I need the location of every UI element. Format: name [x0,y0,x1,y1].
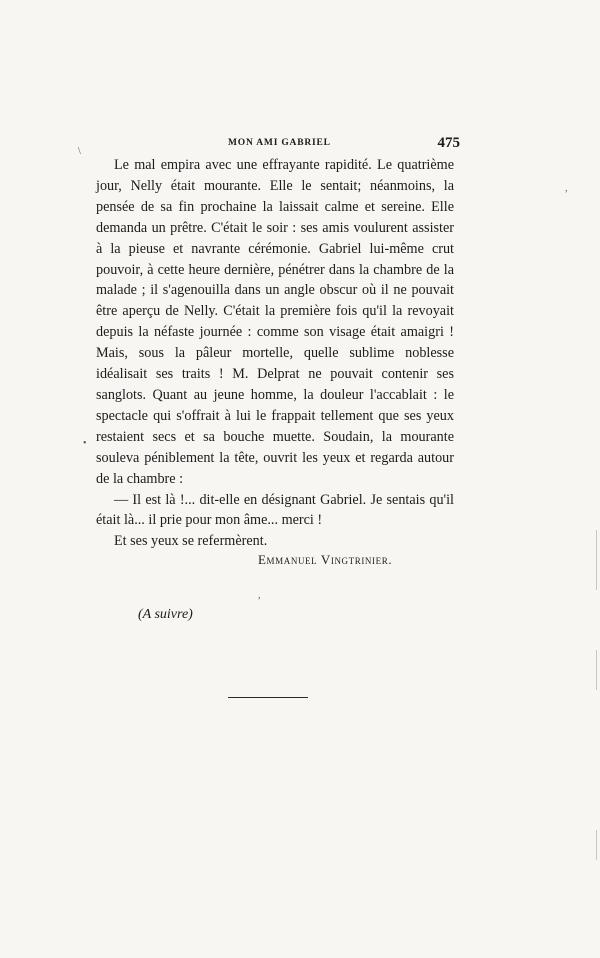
running-head [110,135,460,155]
scan-speck: , [565,183,568,194]
end-rule [228,697,308,698]
scan-speck: • [83,438,87,449]
paragraph-1: Le mal empira avec une effrayante rapidité. Le quatrième jour, Nelly était mourante. Elle le sentait; néanmoins, la pensée de sa fin prochaine la laissait calme et sereine. Elle demanda un prêtre. C'était le soir : ses amis voulurent assister à la pieuse et navrante cérémonie. Gabriel lui-même crut pouvoir, à cette heure dernière, pénétrer dans la chambre de la malade ; il s'agenouilla dans un angle obscur où il ne pouvait être aperçu de Nelly. C'était la première fois qu'il la revoyait depuis la néfaste journée : comme son visage était amaigri ! Mais, sous la pâleur mortelle, quelle sublime noblesse idéalisait ses traits ! M. Delprat ne pouvait contenir ses sanglots. Quant au jeune homme, la douleur l'accablait : le spectacle qui s'offrait à lui le frappait tellement que ses yeux restaient secs et sa bouche muette. Soudain, la mourante souleva péniblement la tête, ouvrit les yeux et regarda autour de la chambre : [96,157,454,487]
scan-speck: , [258,590,261,601]
paragraph-3: Et ses yeux se refermèrent. [114,533,268,550]
body-text [96,155,454,552]
scan-edge-line [596,830,597,860]
scan-speck: \ [78,146,81,157]
to-be-continued-note [138,607,193,623]
scan-edge-line [596,530,597,590]
page-number: 475 [437,135,460,151]
scan-edge-line [596,650,597,690]
running-title: MON AMI GABRIEL [228,138,331,148]
paragraph-2: — Il est là !... dit-elle en désignant Gabriel. Je sentais qu'il était là... il prie pour mon âme... merci ! [96,491,454,529]
to-be-continued-text: (A suivre) [138,607,193,622]
author-signature: Emmanuel Vingtrinier. [258,552,393,567]
